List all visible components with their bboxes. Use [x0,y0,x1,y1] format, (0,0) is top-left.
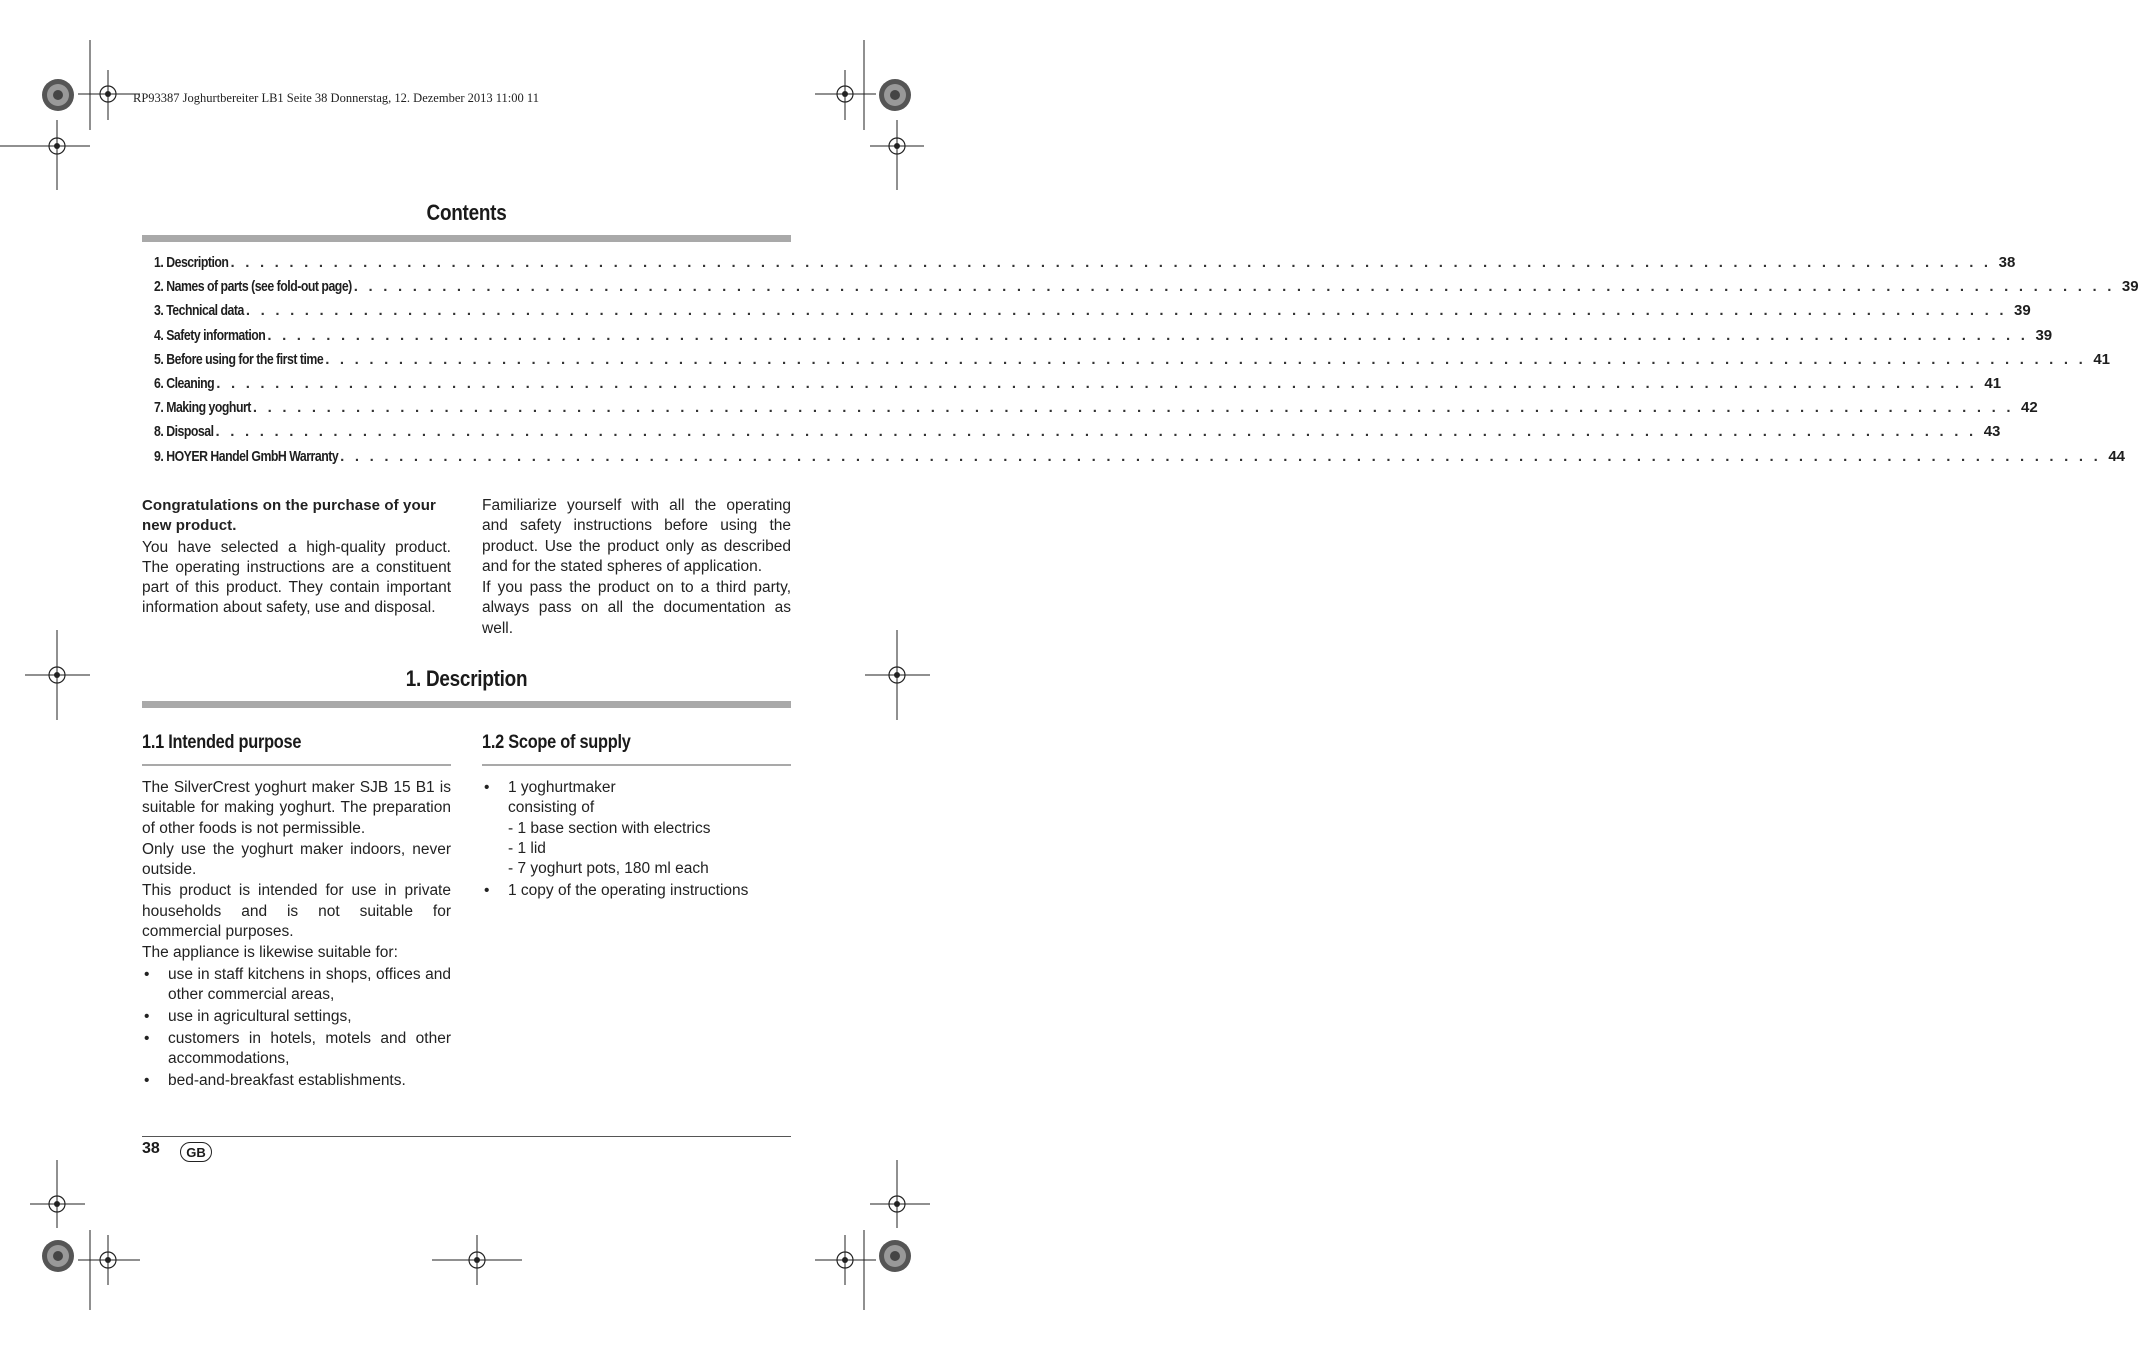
intro-right-column [482,496,791,640]
toc-leader-dots: . . . . . . . . . . . . . . . . . . . . . . . . . . . . . . . . . . . . . . . . . . . . . . . . . . . . . . . . . . . . . . . . . . . . . . . . . . . . . . . . . . . . . . . . . . . . . . . . . . . . . . . . . . . . . . . . . . . . . . . . [245,302,2007,320]
toc-entry-label: 4. Safety information [154,326,266,344]
toc-entry [154,447,2125,472]
supply-sub-item: - 7 yoghurt pots, 180 ml each [508,860,709,878]
footer-rule [142,1136,791,1137]
intended-paragraph-1: The SilverCrest yoghurt maker SJB 15 B1 is suitable for making yoghurt. The preparation of other foods is not permissible. [142,779,451,837]
scope-of-supply-rule [482,764,791,766]
toc-leader-dots: . . . . . . . . . . . . . . . . . . . . . . . . . . . . . . . . . . . . . . . . . . . . . . . . . . . . . . . . . . . . . . . . . . . . . . . . . . . . . . . . . . . . . . . . . . . . . . . . . . . . . . . . . . . . . . . . . . . . . . . . [230,254,1992,271]
suitable-uses-list [142,965,451,1091]
scope-of-supply-heading: 1.2 Scope of supply [482,732,631,753]
scope-of-supply-text [482,778,791,903]
toc-leader-dots: . . . . . . . . . . . . . . . . . . . . . . . . . . . . . . . . . . . . . . . . . . . . . . . . . . . . . . . . . . . . . . . . . . . . . . . . . . . . . . . . . . . . . . . . . . . . . . . . . . . . . . . . . . . . . . . . . . . . . . . . [215,423,1977,441]
intended-paragraph-3: This product is intended for use in private households and is not suitable for commercial purposes. [142,882,451,941]
toc-entry [154,302,2031,326]
supply-list [482,778,791,901]
intended-paragraph-2: Only use the yoghurt maker indoors, never outside. [142,840,451,879]
supply-sub-item: - 1 lid [508,839,546,857]
toc-leader-dots: . . . . . . . . . . . . . . . . . . . . . . . . . . . . . . . . . . . . . . . . . . . . . . . . . . . . . . . . . . . . . . . . . . . . . . . . . . . . . . . . . . . . . . . . . . . . . . . . . . . . . . . . . . . . . . . . . . . . . . . . [340,447,2101,465]
toc-entry [154,423,2001,447]
toc-entry [154,254,2016,278]
intro-left-column [142,496,451,620]
intro-right-paragraph-1: Familiarize yourself with all the operating and safety instructions before using the product. Use the product only as described and for the stated spheres of application. [482,497,791,575]
intended-purpose-heading: 1.1 Intended purpose [142,732,302,753]
toc-entry-page: 42 [2021,399,2038,417]
description-title: 1. Description [405,666,528,691]
toc-entry-page: 39 [2014,302,2031,320]
toc-entry-page: 39 [2121,278,2139,296]
toc-leader-dots: . . . . . . . . . . . . . . . . . . . . . . . . . . . . . . . . . . . . . . . . . . . . . . . . . . . . . . . . . . . . . . . . . . . . . . . . . . . . . . . . . . . . . . . . . . . . . . . . . . . . . . . . . . . . . . . . . . . . . . . . [216,374,1978,392]
toc-entry-label: 3. Technical data [154,302,244,320]
language-badge: GB [180,1142,212,1162]
intended-paragraph-4: The appliance is likewise suitable for: [142,944,398,962]
toc-entry-page: 38 [1998,254,2016,271]
list-item [482,778,791,879]
toc-leader-dots: . . . . . . . . . . . . . . . . . . . . . . . . . . . . . . . . . . . . . . . . . . . . . . . . . . . . . . . . . . . . . . . . . . . . . . . . . . . . . . . . . . . . . . . . . . . . . . . . . . . . . . . . . . . . . . . . . . . . . . . . [325,350,2087,368]
toc-entry-page: 39 [2035,326,2053,344]
toc-entry-label: 5. Before using for the first time [154,350,324,368]
supply-sub-item: consisting of [508,799,595,817]
contents-rule [142,235,791,242]
toc-entry [154,278,2139,302]
page-number: 38 [142,1140,160,1157]
description-rule [142,701,791,708]
toc-leader-dots: . . . . . . . . . . . . . . . . . . . . . . . . . . . . . . . . . . . . . . . . . . . . . . . . . . . . . . . . . . . . . . . . . . . . . . . . . . . . . . . . . . . . . . . . . . . . . . . . . . . . . . . . . . . . . . . . . . . . . . . . [252,399,2014,417]
toc-entry-label: 8. Disposal [154,423,214,441]
intro-right-paragraph-2: If you pass the product on to a third party, always pass on all the documentation as well. [482,579,791,637]
contents-title: Contents [426,200,507,225]
list-item: • use in agricultural settings, [142,1007,451,1027]
toc-entry [154,399,2038,423]
supply-sub-item: - 1 base section with electrics [508,819,711,837]
toc-entry-label: 7. Making yoghurt [154,399,251,417]
toc-entry [154,374,2002,399]
table-of-contents [154,254,2139,472]
list-item: • 1 copy of the operating instructions [482,881,791,901]
toc-entry [154,350,2111,375]
list-item: • bed-and-breakfast establishments. [142,1071,451,1091]
supply-item-title: • 1 yoghurtmaker [508,779,616,796]
toc-entry-page: 41 [2093,350,2111,368]
toc-leader-dots: . . . . . . . . . . . . . . . . . . . . . . . . . . . . . . . . . . . . . . . . . . . . . . . . . . . . . . . . . . . . . . . . . . . . . . . . . . . . . . . . . . . . . . . . . . . . . . . . . . . . . . . . . . . . . . . . . . . . . . . . [353,278,2115,296]
intended-purpose-rule [142,764,451,766]
toc-entry-label: 9. HOYER Handel GmbH Warranty [154,447,339,465]
list-item: • customers in hotels, motels and other accommodations, [142,1029,451,1070]
print-header: RP93387 Joghurtbereiter LB1 Seite 38 Donnerstag, 12. Dezember 2013 11:00 11 [133,91,539,105]
intro-left-text: You have selected a high-quality product. The operating instructions are a constituent part of this product. They contain important information about safety, use and disposal. [142,538,451,617]
toc-leader-dots: . . . . . . . . . . . . . . . . . . . . . . . . . . . . . . . . . . . . . . . . . . . . . . . . . . . . . . . . . . . . . . . . . . . . . . . . . . . . . . . . . . . . . . . . . . . . . . . . . . . . . . . . . . . . . . . . . . . . . . . . [267,326,2029,344]
toc-entry-label: 1. Description [154,254,229,271]
intro-heading: Congratulations on the purchase of your new product. [142,497,436,535]
toc-entry-page: 43 [1983,423,2001,441]
toc-entry-page: 44 [2108,447,2125,465]
toc-entry [154,326,2053,351]
toc-entry-label: 2. Names of parts (see fold-out page) [154,278,352,296]
toc-entry-label: 6. Cleaning [154,374,215,392]
toc-entry-page: 41 [1984,374,2002,392]
list-item: • use in staff kitchens in shops, offices and other commercial areas, [142,965,451,1006]
intended-purpose-text [142,778,451,1092]
